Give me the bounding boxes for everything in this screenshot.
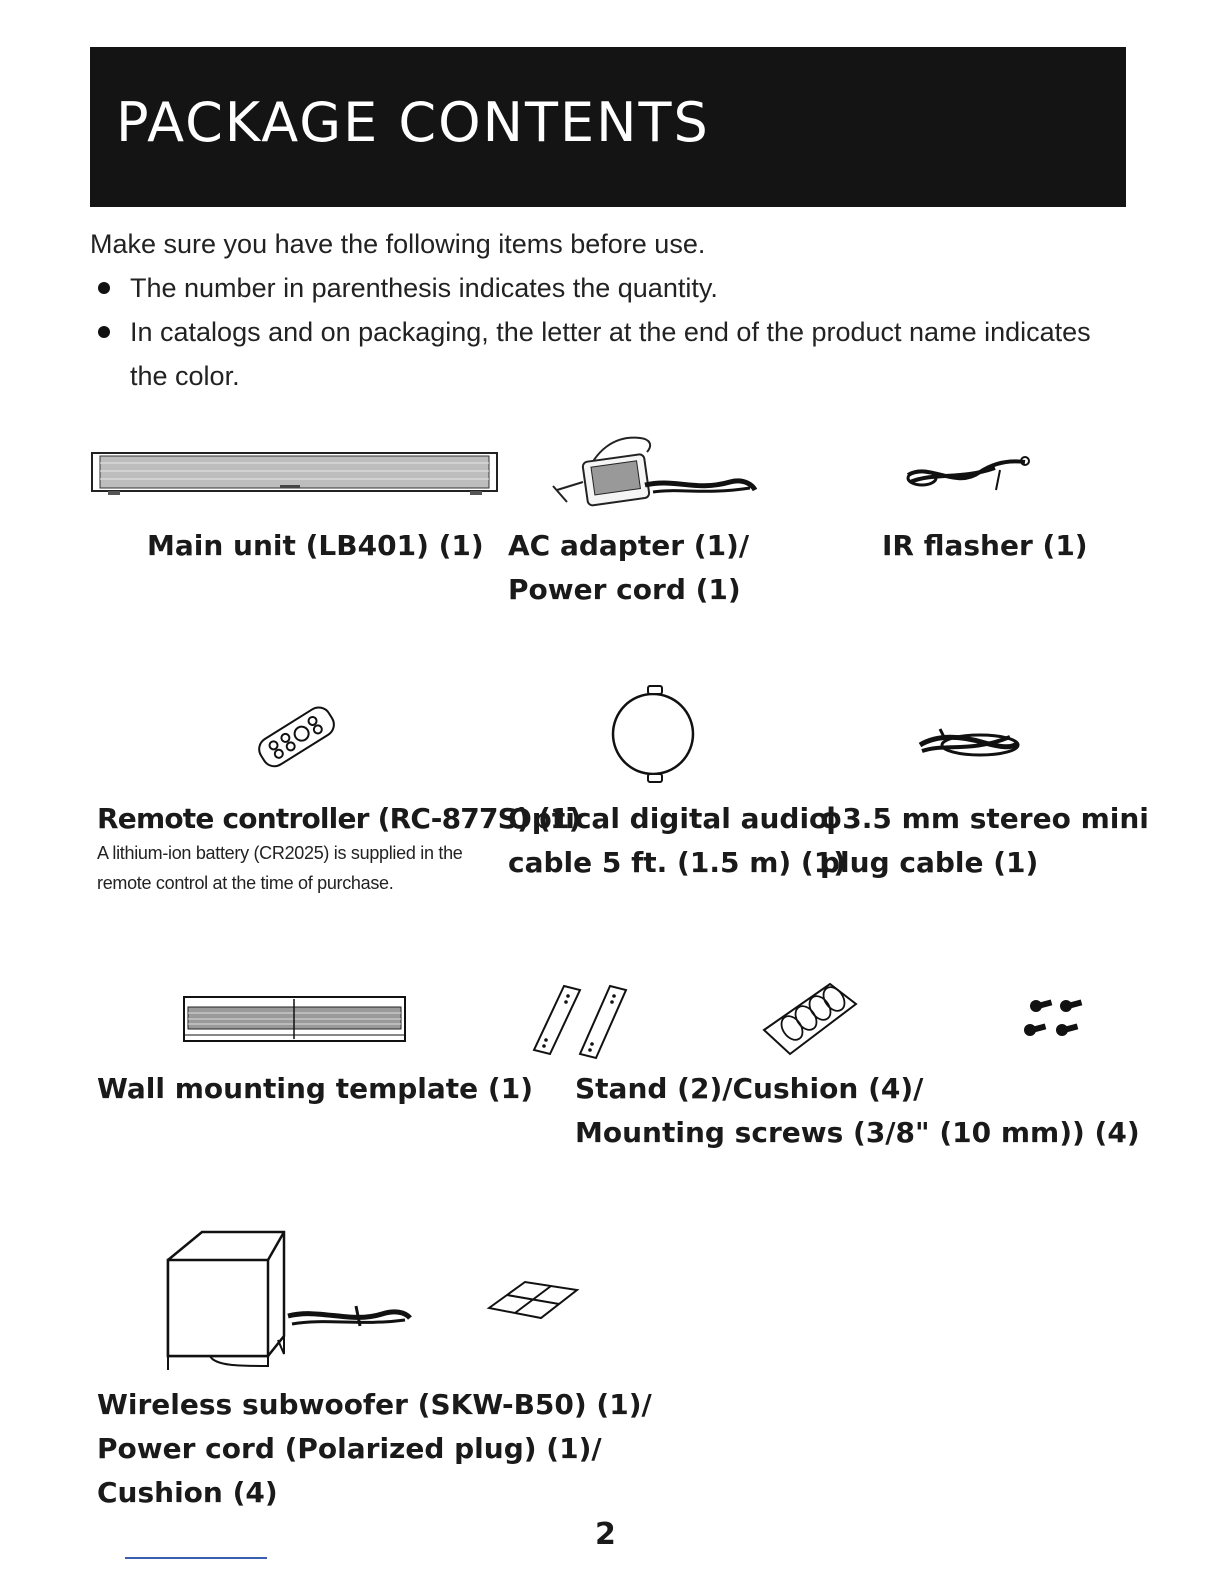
mini-plug-illustration — [910, 715, 1025, 765]
stand-label: Stand (2)/Cushion (4)/ Mounting screws (3/8" (10 mm)) (4) — [575, 1072, 1140, 1149]
ir-flasher-illustration — [900, 450, 1035, 495]
main-unit-illustration — [90, 450, 500, 496]
bullet-item: The number in parenthesis indicates the quantity. — [90, 266, 1130, 310]
intro-section — [90, 222, 1130, 398]
optical-cable-illustration — [608, 682, 698, 786]
bullet-icon — [98, 326, 110, 338]
remote-label: Remote controller (RC-877S) (1) — [97, 802, 581, 835]
bullet-item: In catalogs and on packaging, the letter at the end of the product name indicates the color. — [90, 310, 1130, 398]
cushion-sheet-illustration — [760, 980, 860, 1060]
page-number: 2 — [595, 1517, 616, 1552]
page-header — [90, 47, 1126, 207]
remote-note: A lithium-ion battery (CR2025) is supplied in the remote control at the time of purchase. — [97, 843, 463, 893]
wall-template-illustration — [182, 995, 407, 1045]
bullet-icon — [98, 282, 110, 294]
ac-adapter-label: AC adapter (1)/ Power cord (1) — [508, 529, 750, 606]
intro-bullets — [90, 266, 1130, 398]
remote-illustration — [250, 700, 342, 772]
screws-illustration — [1018, 996, 1093, 1041]
intro-lead: Make sure you have the following items before use. — [90, 229, 706, 259]
main-unit-label: Main unit (LB401) (1) — [147, 529, 484, 562]
wall-template-label: Wall mounting template (1) — [97, 1072, 533, 1105]
subwoofer-label: Wireless subwoofer (SKW-B50) (1)/ Power cord (Polarized plug) (1)/ Cushion (4) — [97, 1388, 652, 1509]
subwoofer-cushion-illustration — [485, 1280, 580, 1320]
optical-cable-label: Optical digital audio cable 5 ft. (1.5 m) (1) — [508, 802, 846, 879]
stand-illustration — [528, 982, 640, 1062]
footer-divider — [125, 1557, 267, 1559]
ir-flasher-label: IR flasher (1) — [882, 529, 1088, 562]
mini-plug-label: ϕ3.5 mm stereo mini plug cable (1) — [820, 802, 1149, 879]
ac-adapter-illustration — [545, 430, 760, 510]
page-title: PACKAGE CONTENTS — [116, 91, 710, 154]
subwoofer-illustration — [160, 1228, 420, 1378]
